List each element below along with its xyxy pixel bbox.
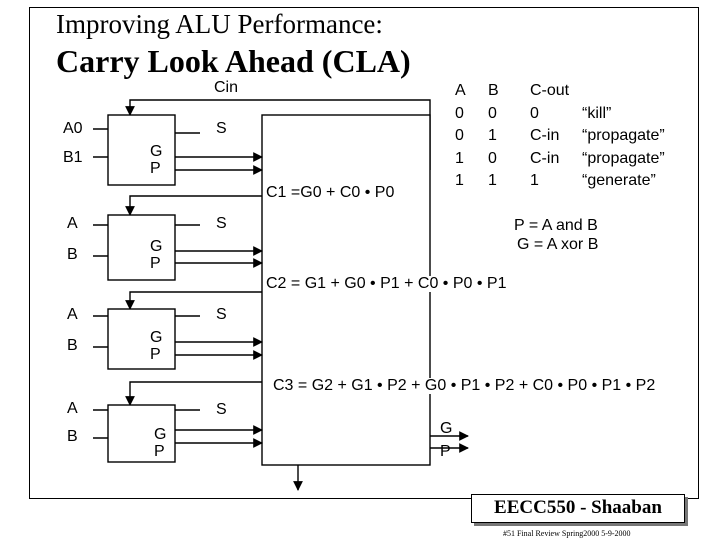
cell-a: 0 [455, 104, 464, 122]
adder-box-3 [108, 309, 175, 369]
adder-box-2 [108, 215, 175, 280]
unit2-gen: G [150, 238, 163, 255]
unit2-input-a: A [67, 215, 78, 232]
unit4-input-a: A [67, 400, 78, 417]
unit3-gen: G [150, 329, 163, 346]
header-b: B [488, 82, 499, 99]
slide-title-line1: Improving ALU Performance: [56, 9, 383, 39]
unit3-prop: P [150, 346, 161, 363]
cla-output-prop: P [440, 443, 451, 460]
truth-table-col-note [582, 80, 665, 193]
truth-table-col-cout [530, 80, 569, 193]
equation-c2: C2 = G1 + G0 • P1 + C0 • P0 • P1 [266, 275, 507, 292]
unit1-gen: G [150, 143, 163, 160]
unit1-prop: P [150, 160, 161, 177]
cin-label: Cin [214, 79, 239, 96]
equation-c1: C1 =G0 + C0 • P0 [266, 184, 395, 201]
header-cout: C-out [530, 82, 570, 99]
cell-cout: 1 [530, 172, 539, 189]
cell-note: “kill” [582, 104, 612, 122]
unit3-input-a: A [67, 306, 78, 323]
unit2-input-b: B [67, 246, 78, 263]
slide-title-line2: Carry Look Ahead (CLA) [56, 43, 411, 79]
cell-b: 0 [488, 104, 497, 122]
cell-cout: C-in [530, 127, 560, 144]
definition-p: P = A and B [514, 217, 598, 234]
cell-cout: C-in [530, 149, 560, 167]
cell-a: 0 [455, 127, 464, 144]
unit2-sum: S [216, 215, 227, 232]
course-label-box: EECC550 - Shaaban [471, 494, 685, 523]
cell-note: “propagate” [582, 149, 665, 167]
unit3-sum: S [216, 306, 227, 323]
adder-box-1 [108, 115, 175, 185]
unit3-input-b: B [67, 337, 78, 354]
equation-c3: C3 = G2 + G1 • P2 + G0 • P1 • P2 + C0 • P0 • P1 • P2 [273, 377, 656, 394]
cell-b: 1 [488, 127, 497, 144]
unit4-prop: P [154, 443, 165, 460]
unit4-gen: G [154, 426, 167, 443]
cell-note: “propagate” [582, 127, 665, 144]
truth-table-col-b [488, 80, 499, 193]
truth-table-col-a [455, 80, 466, 193]
unit2-prop: P [150, 255, 161, 272]
slide-info: #51 Final Review Spring2000 5-9-2000 [503, 529, 631, 538]
unit1-input-b: B1 [63, 149, 83, 166]
cell-cout: 0 [530, 104, 539, 122]
cell-a: 1 [455, 149, 464, 167]
header-a: A [455, 82, 466, 99]
cell-b: 0 [488, 149, 497, 167]
cell-note: “generate” [582, 172, 656, 189]
definition-g: G = A xor B [517, 236, 599, 253]
unit1-input-a: A0 [63, 120, 83, 137]
unit4-sum: S [216, 401, 227, 418]
unit4-input-b: B [67, 428, 78, 445]
cla-output-gen: G [440, 420, 453, 437]
cell-b: 1 [488, 172, 497, 189]
unit1-sum: S [216, 120, 227, 137]
cell-a: 1 [455, 172, 464, 189]
